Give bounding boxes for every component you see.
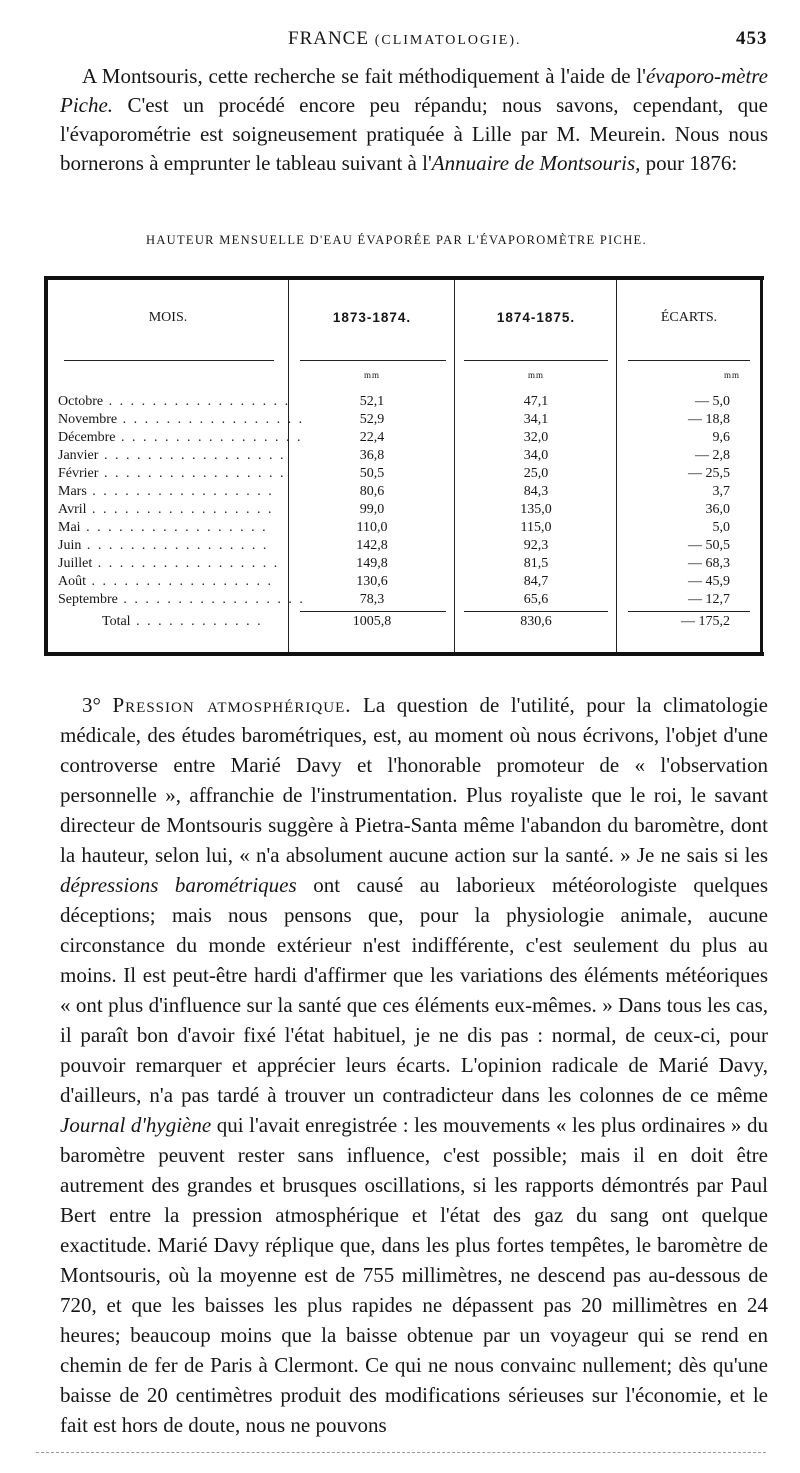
section-text-3: qui l'avait enregistrée : les mouvements « les plus ordinaires » du baromètre peuvent rester sans influence, c'est possible; mais il en doit être autrement des grandes et brusques oscillations, si les rapports démontrés par Paul Bert entre la pression atmosphérique et l'état des gaz du sang ont quelque exactitude. Marié Davy réplique que, dans les plus fortes tempêtes, le baromètre de Montsouris, où la moyenne est de 755 millimètres, ne descend pas au-dessous de 720, et que les baisses les plus rapides ne dépassent pas 20 millimètres en 24 heures; beaucoup moins que la baisse obtenue par un voyageur qui se rend en chemin de fer de Paris à Clermont. Ce qui ne nous convainc nullement; dès qu'une baisse de 20 centimètres produit des modifications sérieuses sur l'économie, et le fait est hors de doute, nous ne pouvons <box>60 1113 768 1437</box>
table-row <box>44 538 764 556</box>
table-row <box>44 484 764 502</box>
section-emphasis-2: Journal d'hygiène <box>60 1113 212 1137</box>
month-cell: Mai . . . . . . . . . . . . . . . . . <box>58 520 268 535</box>
difference-value: 5,0 <box>712 520 730 535</box>
total-label: Total . . . . . . . . . . . . <box>102 614 263 629</box>
difference-value: — 45,9 <box>688 574 730 589</box>
difference-value: — 2,8 <box>695 448 730 463</box>
value-1874-1875: 115,0 <box>520 520 552 535</box>
running-title-subtitle: (CLIMATOLOGIE). <box>374 33 522 48</box>
month-cell: Novembre . . . . . . . . . . . . . . . . . <box>58 412 305 427</box>
total-1874-1875: 830,6 <box>520 614 552 629</box>
section-number: 3° <box>82 693 101 717</box>
table-row <box>44 448 764 466</box>
evaporation-table <box>44 276 764 656</box>
table-row <box>44 592 764 610</box>
difference-value: — 18,8 <box>688 412 730 427</box>
value-1873-1874: 130,6 <box>356 574 388 589</box>
total-row <box>44 614 764 632</box>
value-1873-1874: 50,5 <box>359 466 385 481</box>
table-frame-top <box>44 276 764 280</box>
difference-value: 3,7 <box>712 484 730 499</box>
value-1873-1874: 22,4 <box>359 430 385 445</box>
column-header-month: MOIS. <box>148 310 188 325</box>
table-row <box>44 430 764 448</box>
value-1874-1875: 135,0 <box>520 502 552 517</box>
section-text-2: ont causé au laborieux météorologiste quelques déceptions; mais nous pensons que, pour la physiologie animale, aucune circonstance du monde extérieur n'est indifférente, c'est seulement du plus au moins. Il est peut-être hardi d'affirmer que les variations des éléments météoriques « ont plus d'influence sur la santé que ces éléments eux-mêmes. » Dans tous les cas, il paraît bon d'avoir fixé l'état habituel, je ne dis pas : normal, de ceux-ci, pour pouvoir remarquer et apprécier leurs écarts. L'opinion radicale de Marié Davy, d'ailleurs, n'a pas tardé à trouver un contradicteur dans les colonnes de ce même <box>60 873 768 1107</box>
unit-label: mm <box>363 370 380 380</box>
difference-value: 9,6 <box>712 430 730 445</box>
month-cell: Septembre . . . . . . . . . . . . . . . . . <box>58 592 305 607</box>
running-head <box>0 28 800 56</box>
footer-rule <box>36 1452 766 1453</box>
header-rule <box>628 360 750 361</box>
page-number: 453 <box>736 28 768 49</box>
section-heading: Pression atmosphérique. <box>112 693 352 717</box>
difference-value: — 5,0 <box>695 394 730 409</box>
value-1874-1875: 65,6 <box>523 592 549 607</box>
table-row <box>44 466 764 484</box>
month-cell: Octobre . . . . . . . . . . . . . . . . . <box>58 394 291 409</box>
value-1874-1875: 34,1 <box>523 412 549 427</box>
value-1873-1874: 52,1 <box>359 394 385 409</box>
value-1873-1874: 78,3 <box>359 592 385 607</box>
table-row <box>44 520 764 538</box>
difference-value: 36,0 <box>705 502 730 517</box>
value-1873-1874: 110,0 <box>356 520 388 535</box>
table-row <box>44 502 764 520</box>
month-cell: Janvier . . . . . . . . . . . . . . . . . <box>58 448 286 463</box>
table-row <box>44 394 764 412</box>
total-difference: — 175,2 <box>681 614 730 629</box>
table-caption: HAUTEUR MENSUELLE D'EAU ÉVAPORÉE PAR L'ÉVAPOROMÈTRE PICHE. <box>146 233 647 247</box>
intro-text-2: C'est un procédé encore peu répandu; nous savons, cependant, que l'évaporométrie est soigneusement pratiquée à Lille par M. Meurein. Nous nous bornerons à emprunter le tableau suivant à l' <box>60 93 768 175</box>
total-rule <box>464 611 608 612</box>
column-header-1874-1875: 1874-1875. <box>496 310 576 325</box>
section-emphasis-1: dépressions barométriques <box>60 873 297 897</box>
total-rule <box>628 611 750 612</box>
difference-value: — 12,7 <box>688 592 730 607</box>
difference-value: — 68,3 <box>688 556 730 571</box>
total-1873-1874: 1005,8 <box>352 614 392 629</box>
section-paragraph <box>60 690 768 1440</box>
column-header-1873-1874: 1873-1874. <box>332 310 412 325</box>
running-title-main: FRANCE <box>288 28 369 49</box>
value-1873-1874: 142,8 <box>356 538 388 553</box>
intro-paragraph <box>60 62 768 178</box>
month-cell: Août . . . . . . . . . . . . . . . . . <box>58 574 273 589</box>
month-cell: Juin . . . . . . . . . . . . . . . . . <box>58 538 269 553</box>
unit-label: mm <box>723 370 740 380</box>
month-cell: Février . . . . . . . . . . . . . . . . . <box>58 466 286 481</box>
value-1873-1874: 52,9 <box>359 412 385 427</box>
total-rule <box>300 611 446 612</box>
value-1874-1875: 25,0 <box>523 466 549 481</box>
running-title <box>288 28 522 50</box>
value-1873-1874: 99,0 <box>359 502 385 517</box>
table-row <box>44 412 764 430</box>
table-row <box>44 574 764 592</box>
month-cell: Juillet . . . . . . . . . . . . . . . . . <box>58 556 280 571</box>
value-1874-1875: 92,3 <box>523 538 549 553</box>
difference-value: — 50,5 <box>688 538 730 553</box>
column-header-ecarts: ÉCARTS. <box>660 310 718 325</box>
table-row <box>44 556 764 574</box>
header-rule <box>464 360 608 361</box>
value-1874-1875: 32,0 <box>523 430 549 445</box>
difference-value: — 25,5 <box>688 466 730 481</box>
intro-emphasis-1: évaporo-mètre Piche. <box>60 64 768 117</box>
intro-text-3: pour 1876: <box>640 151 738 175</box>
value-1874-1875: 47,1 <box>523 394 549 409</box>
table-frame-bottom <box>44 652 764 656</box>
value-1874-1875: 34,0 <box>523 448 549 463</box>
section-text-1: La question de l'utilité, pour la climatologie médicale, des études barométriques, est, au moment où nous écrivons, l'objet d'une controverse entre Marié Davy et l'honorable promoteur de « l'observation personnelle », affranchie de l'instrumentation. Plus royaliste que le roi, le savant directeur de Montsouris suggère à Pietra-Santa même l'abandon du baromètre, dont la hauteur, selon lui, « n'a absolument aucune action sur la santé. » Je ne sais si les <box>60 693 768 867</box>
value-1874-1875: 81,5 <box>523 556 549 571</box>
header-rule <box>300 360 446 361</box>
month-cell: Mars . . . . . . . . . . . . . . . . . <box>58 484 274 499</box>
header-rule <box>64 360 274 361</box>
value-1874-1875: 84,3 <box>523 484 549 499</box>
value-1873-1874: 149,8 <box>356 556 388 571</box>
month-cell: Décembre . . . . . . . . . . . . . . . . . <box>58 430 303 445</box>
value-1873-1874: 80,6 <box>359 484 385 499</box>
intro-text-1: A Montsouris, cette recherche se fait méthodiquement à l'aide de l' <box>82 64 646 88</box>
value-1873-1874: 36,8 <box>359 448 385 463</box>
value-1874-1875: 84,7 <box>523 574 549 589</box>
intro-emphasis-2: Annuaire de Montsouris, <box>431 151 641 175</box>
unit-label: mm <box>527 370 544 380</box>
month-cell: Avril . . . . . . . . . . . . . . . . . <box>58 502 274 517</box>
